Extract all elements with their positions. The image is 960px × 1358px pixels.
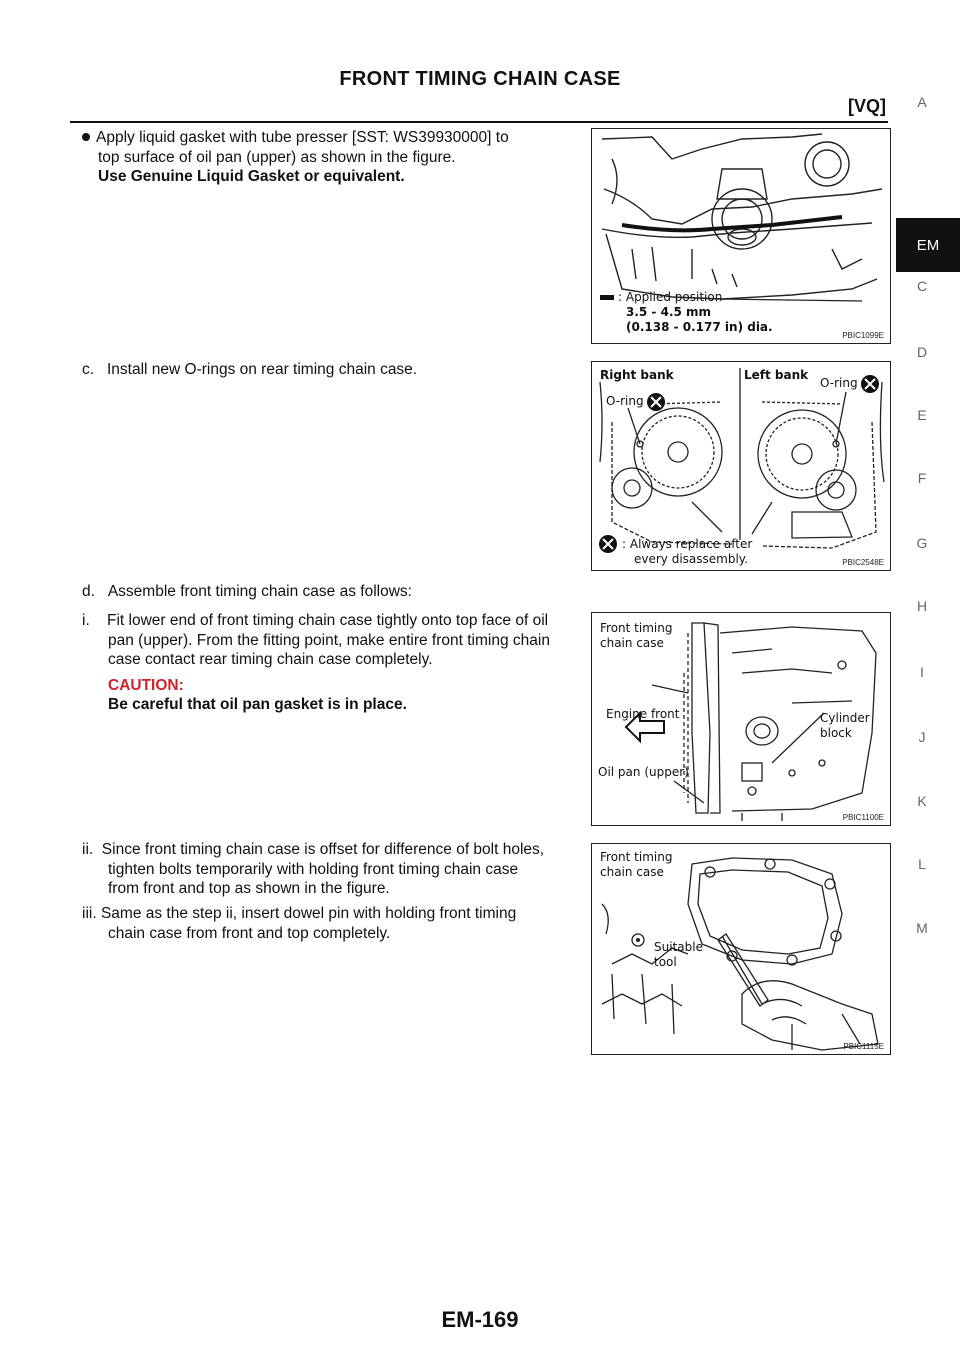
fig4-front-case-line2: chain case [600,865,664,879]
section-letter-i[interactable]: I [920,664,924,680]
fig3-oil-pan: Oil pan (upper) [598,765,689,779]
figure-liquid-gasket [591,128,891,344]
fig4-front-case-line1: Front timing [600,850,673,864]
step-i: i. Fit lower end of front timing chain case tightly onto top face of oil pan (upper). From the fitting point, make entire front timing chain case contact rear timing chain case completely. CAUTION: Be careful that oil pan gasket is in place. [82,611,584,715]
fig1-legend-line1: : Applied position [618,290,723,304]
fig2-right-bank: Right bank [600,368,674,382]
header-rule [70,121,888,123]
step-ii: ii. Since front timing chain case is offset for difference of bolt holes, tighten bolts temporarily with holding front timing chain case from front and top as shown in the figure. [82,841,545,897]
section-letter-l[interactable]: L [918,856,926,872]
page-title: FRONT TIMING CHAIN CASE [339,68,621,90]
fig4-tool-line2: tool [654,955,677,969]
section-letter-g[interactable]: G [916,535,928,551]
fig3-cylinder-line1: Cylinder [820,711,870,725]
figure-code: PBIC2548E [842,558,884,567]
fig2-oring-right: O-ring [820,376,858,390]
section-letter-d[interactable]: D [916,344,928,360]
figure-o-rings [591,361,891,571]
figure-code: PBIC1115E [843,1042,884,1051]
section-letter-j[interactable]: J [918,729,926,745]
step-iii: iii. Same as the step ii, insert dowel pin with holding front timing chain case from front and top completely. [82,905,517,942]
figure-code: PBIC1099E [842,331,884,340]
section-letter-m[interactable]: M [916,920,928,936]
engine-code: [VQ] [848,96,886,116]
page-number: EM-169 [441,1307,519,1332]
fig4-tool-line1: Suitable [654,940,703,954]
fig3-engine-front: Engine front [606,707,680,721]
fig2-legend-line2: every disassembly. [634,552,749,566]
caution-label: CAUTION: [108,676,184,694]
figure-tighten-bolts [591,843,891,1055]
section-letter-h[interactable]: H [916,598,928,614]
fig1-legend-line3: (0.138 - 0.177 in) dia. [626,320,773,334]
section-letter-e[interactable]: E [917,407,927,423]
step-c: c. Install new O-rings on rear timing chain case. [82,361,418,378]
section-letter-f[interactable]: F [917,470,927,486]
step-d: d. Assemble front timing chain case as follows: [82,583,412,600]
fig2-legend-line1: : Always replace after [622,537,753,551]
figure-fit-front-case [591,612,891,826]
fig3-cylinder-line2: block [820,726,852,740]
bullet-icon [82,133,90,141]
fig2-oring-left: O-ring [606,394,644,408]
section-tab-em[interactable]: EM [896,218,960,272]
bullet-apply-gasket: Apply liquid gasket with tube presser [SST: WS39930000] to top surface of oil pan (upper) as shown in the figure. Use Genuine Liquid Gasket or equivalent. [82,128,584,187]
fig2-left-bank: Left bank [744,368,809,382]
fig3-front-case-line2: chain case [600,636,664,650]
fig3-front-case-line1: Front timing [600,621,673,635]
caution-text: Be careful that oil pan gasket is in place. [108,696,407,713]
fig1-legend-line2: 3.5 - 4.5 mm [626,305,712,319]
section-letter-a[interactable]: A [917,94,927,110]
section-letter-c[interactable]: C [916,278,928,294]
figure-code: PBIC1100E [842,813,884,822]
section-letter-k[interactable]: K [917,793,927,809]
